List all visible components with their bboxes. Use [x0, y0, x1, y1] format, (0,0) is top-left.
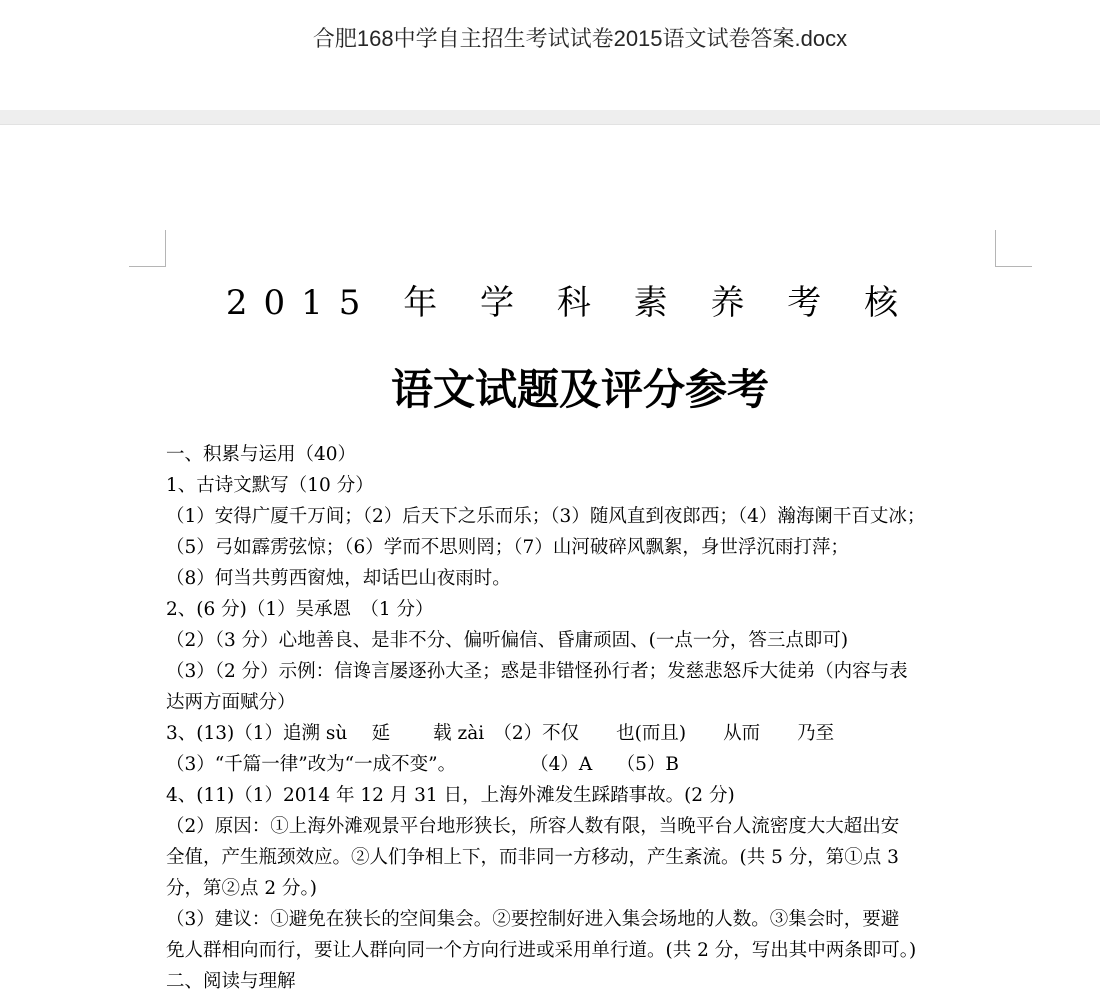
section-heading: 一、积累与运用（40） [166, 444, 357, 465]
section-heading: 二、阅读与理解 [166, 971, 296, 990]
question-heading: 4、(11)（1）2014 年 12 月 31 日，上海外滩发生踩踏事故。(2 分) [166, 785, 735, 806]
answer-line: （5）弓如霹雳弦惊；（6）学而不思则罔；（7）山河破碎风飘絮，身世浮沉雨打萍； [166, 537, 849, 558]
answer-line: 分，第②点 2 分。) [166, 878, 317, 899]
question-heading: 2、(6 分)（1）吴承恩 （1 分） [166, 599, 434, 620]
document-heading-line2: 语文试题及评分参考 [390, 365, 769, 414]
answer-line: （3）（2 分）示例：信谗言屡逐孙大圣；惑是非错怪孙行者；发慈悲怒斥大徒弟（内容与表 [166, 661, 908, 682]
question-heading: 1、古诗文默写（10 分） [166, 475, 374, 496]
document-heading-line1: 2015 年 学 科 素 养 考 核 [225, 283, 915, 323]
question-heading: 3、(13)（1）追溯 sù 延 载 zài （2）不仅 也(而且) 从而 乃至 [166, 723, 835, 744]
viewer-divider [0, 110, 1100, 125]
answer-line: （3）建议：①避免在狭长的空间集会。②要控制好进入集会场地的人数。③集会时，要避 [166, 909, 900, 930]
answer-line: （8）何当共剪西窗烛，却话巴山夜雨时。 [166, 568, 511, 589]
crop-mark-right [995, 230, 1032, 267]
answer-line: （2）原因：①上海外滩观景平台地形狭长，所容人数有限，当晚平台人流密度大大超出安 [166, 816, 900, 837]
document-body [166, 439, 1006, 990]
answer-line: 达两方面赋分） [166, 692, 296, 713]
file-title: 合肥168中学自主招生考试试卷2015语文试卷答案.docx [312, 26, 848, 51]
document-page[interactable] [0, 125, 1100, 990]
answer-line: （3）“千篇一律”改为“一成不变”。 （4）A （5）B [166, 754, 679, 775]
answer-line: 全值，产生瓶颈效应。②人们争相上下，而非同一方移动，产生紊流。(共 5 分，第①点 3 [166, 847, 899, 868]
crop-mark-left [129, 230, 166, 267]
answer-line: 免人群相向而行，要让人群向同一个方向行进或采用单行道。(共 2 分，写出其中两条即可。) [166, 940, 917, 961]
viewer-header [0, 0, 1100, 110]
answer-line: （2）（3 分）心地善良、是非不分、偏听偏信、昏庸顽固、(一点一分，答三点即可) [166, 630, 849, 651]
answer-line: （1）安得广厦千万间；（2）后天下之乐而乐；（3）随风直到夜郎西；（4）瀚海阑干百丈冰； [166, 506, 926, 527]
